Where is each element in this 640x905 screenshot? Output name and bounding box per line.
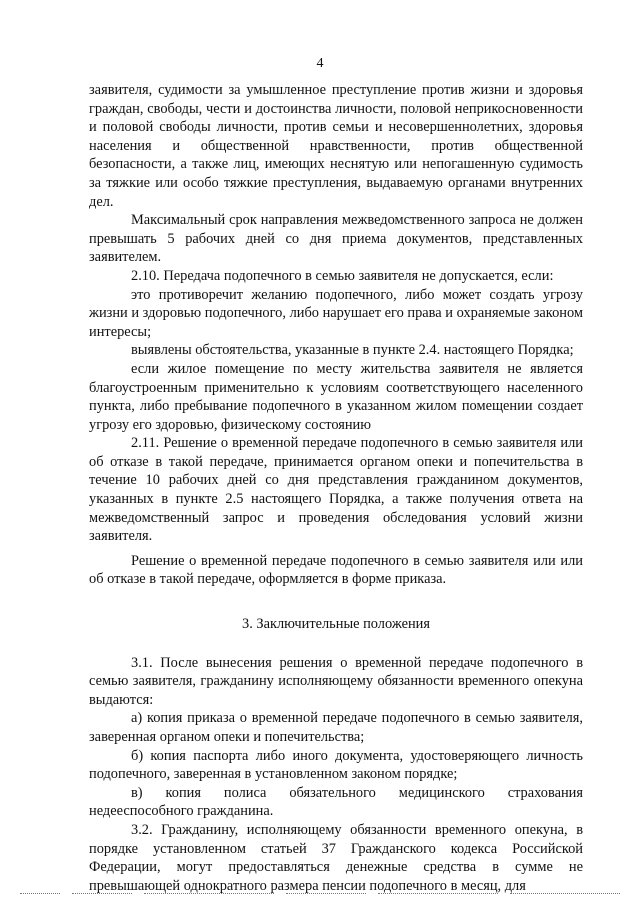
section-title: 3. Заключительные положения — [242, 616, 430, 633]
paragraph-3-1-c: в) копия полиса обязательного медицинского страхования недееспособного гражданина. — [89, 784, 583, 820]
document-body — [89, 81, 583, 895]
paragraph-3-1: 3.1. После вынесения решения о временной передаче подопечного в семью заявителя, гражданину исполняющему обязанности временного опекуна выдаются: — [89, 654, 583, 708]
paragraph-2-10-item-1: это противоречит желанию подопечного, либо может создать угрозу жизни и здоровью подопечного, либо нарушает его права и охраняемые законом интересы; — [89, 286, 583, 340]
paragraph-3-1-a: а) копия приказа о временной передаче подопечного в семью заявителя, заверенная органом опеки и попечительства; — [89, 710, 583, 745]
paragraph-2-11: 2.11. Решение о временной передаче подопечного в семью заявителя или об отказе в такой передаче, принимается органом опеки и попечительства в течение 10 рабочих дней со дня представления гражданином документов, указанных в пункте 2.5 настоящего Порядка, а также получения ответа на межведомственный запрос и проведения обследования условий жизни заявителя. — [89, 435, 583, 545]
footer-dotted-rule — [20, 893, 620, 899]
paragraph-2-10-item-3: если жилое помещение по месту жительства заявителя не является благоустроенным применительно к условиям соответствующего населенного пункта, либо пребывание подопечного в указанном жилом помещении создает угрозу его здоровью, физическому состоянию — [89, 360, 583, 433]
page-number: 4 — [316, 56, 324, 71]
paragraph-2-10: 2.10. Передача подопечного в семью заявителя не допускается, если: — [131, 267, 554, 284]
paragraph-3-1-b: б) копия паспорта либо иного документа, удостоверяющего личность подопечного, заверенная в установленном законом порядке; — [89, 747, 583, 783]
paragraph-decision-form: Решение о временной передаче подопечного в семью заявителя или или об отказе в такой передаче, оформляется в форме приказа. — [89, 552, 583, 588]
paragraph-3-2: 3.2. Гражданину, исполняющему обязанности временного опекуна, в порядке установленном статьей 37 Гражданского кодекса Российской Федерации, могут предоставляться денежные средства в сумме не превышающей однократного размера пенсии подопечного в месяц, для — [89, 821, 583, 894]
paragraph-2-10-item-2: выявлены обстоятельства, указанные в пункте 2.4. настоящего Порядка; — [131, 342, 574, 359]
paragraph-request-deadline: Максимальный срок направления межведомственного запроса не должен превышать 5 рабочих дней со дня приема документов, представленных заявителем. — [89, 212, 583, 266]
paragraph-continuation: заявителя, судимости за умышленное преступление против жизни и здоровья граждан, свободы, чести и достоинства личности, половой неприкосновенности и половой свободы личности, против семьи и несовершеннолетних, здоровья населения и общественной нравственности, против общественной безопасности, а также лиц, имеющих неснятую или непогашенную судимость за тяжкие или особо тяжкие преступления, выдаваемую органами внутренних дел. — [89, 82, 583, 210]
